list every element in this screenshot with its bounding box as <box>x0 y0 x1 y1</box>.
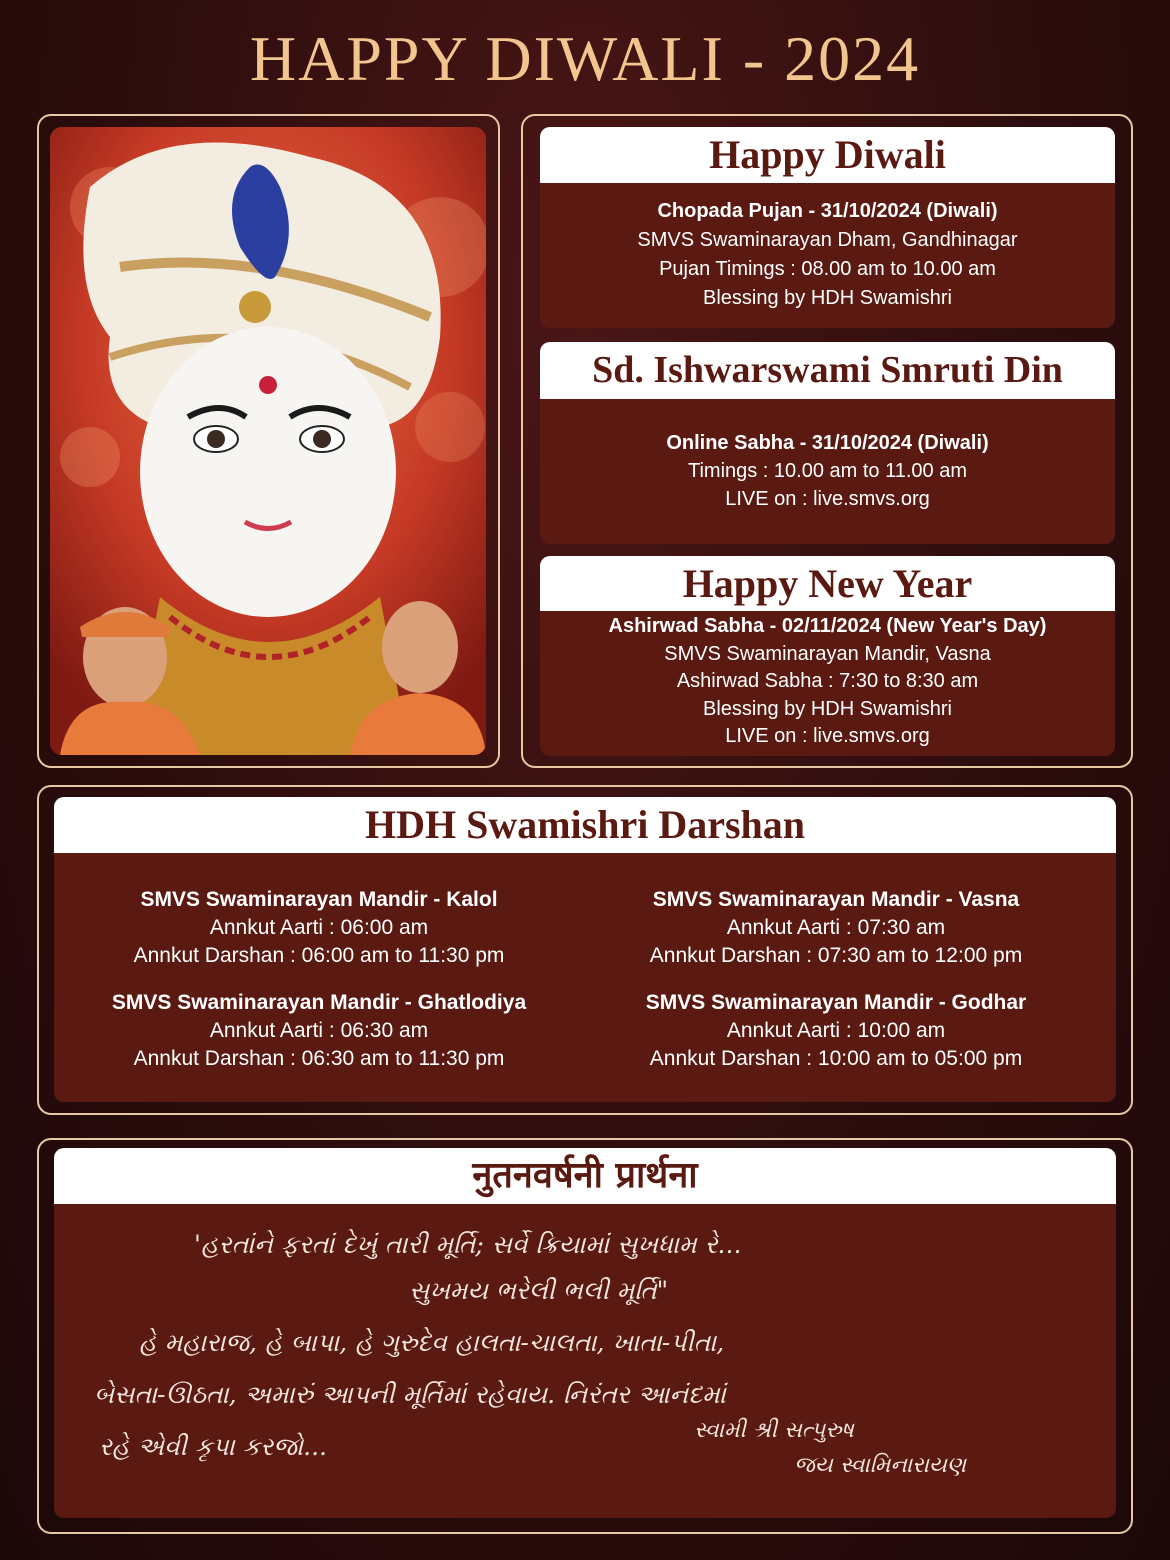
newyear-line: Blessing by HDH Swamishri <box>703 697 952 720</box>
diwali-line: Blessing by HDH Swamishri <box>703 287 952 309</box>
prayer-heading: नुतनवर्षनी प्रार्थना <box>54 1148 1116 1204</box>
diwali-heading: Happy Diwali <box>540 127 1115 183</box>
diwali-line: SMVS Swaminarayan Dham, Gandhinagar <box>637 229 1018 251</box>
deity-photo <box>50 127 486 755</box>
smruti-card <box>540 342 1115 544</box>
location-aarti: Annkut Aarti : 06:00 am <box>209 916 429 939</box>
newyear-line: Ashirwad Sabha : 7:30 to 8:30 am <box>676 670 979 692</box>
location-darshan: Annkut Darshan : 06:30 am to 11:30 pm <box>133 1047 505 1070</box>
location-aarti: Annkut Aarti : 07:30 am <box>726 916 946 939</box>
location-name: SMVS Swaminarayan Mandir - Kalol <box>140 888 498 911</box>
newyear-heading: Happy New Year <box>540 556 1115 611</box>
darshan-location <box>69 886 569 970</box>
diwali-line: Chopada Pujan - 31/10/2024 (Diwali) <box>657 200 998 222</box>
darshan-heading: HDH Swamishri Darshan <box>54 797 1116 853</box>
signature-line: જય સ્વામિનારાયણ <box>794 1453 967 1478</box>
darshan-location <box>586 886 1086 970</box>
smruti-heading: Sd. Ishwarswami Smruti Din <box>540 342 1115 399</box>
smruti-line: Online Sabha - 31/10/2024 (Diwali) <box>666 432 989 454</box>
newyear-line: SMVS Swaminarayan Mandir, Vasna <box>664 642 991 665</box>
location-darshan: Annkut Darshan : 06:00 am to 11:30 pm <box>133 944 505 967</box>
diwali-line: Pujan Timings : 08.00 am to 10.00 am <box>659 258 996 280</box>
page-title: HAPPY DIWALI - 2024 <box>249 23 921 94</box>
location-darshan: Annkut Darshan : 07:30 am to 12:00 pm <box>649 944 1023 967</box>
prayer-line: હે મહારાજ, હે બાપા, હે ગુરુદેવ હાલતા-ચાલતા, ખાતા-પીતા, <box>139 1328 725 1357</box>
prayer-line: રહે એવી કૃપા કરજો... <box>99 1432 327 1461</box>
location-name: SMVS Swaminarayan Mandir - Vasna <box>652 888 1020 911</box>
location-darshan: Annkut Darshan : 10:00 am to 05:00 pm <box>649 1047 1023 1070</box>
prayer-card <box>54 1148 1116 1518</box>
darshan-card <box>54 797 1116 1102</box>
signature-line: સ્વામી શ્રી સત્પુરુષ <box>694 1418 854 1443</box>
newyear-line: LIVE on : live.smvs.org <box>725 725 930 747</box>
prayer-line: 'હરતાંને ફરતાં દેખું તારી મૂર્તિ; સર્વે ક્રિયામાં સુખધામ રે... <box>194 1230 742 1259</box>
smruti-line: LIVE on : live.smvs.org <box>725 488 930 510</box>
prayer-line: બેસતા-ઊઠતા, અમારું આપની મૂર્તિમાં રહેવાય. નિરંતર આનંદમાં <box>94 1380 726 1409</box>
smruti-line: Timings : 10.00 am to 11.00 am <box>687 460 968 482</box>
location-aarti: Annkut Aarti : 06:30 am <box>209 1019 429 1042</box>
newyear-line: Ashirwad Sabha - 02/11/2024 (New Year's Day) <box>608 615 1047 637</box>
location-name: SMVS Swaminarayan Mandir - Godhar <box>645 991 1027 1014</box>
deity-illustration <box>50 127 486 755</box>
prayer-line: સુખમય ભરેલી ભલી મૂર્તિ" <box>409 1276 669 1305</box>
location-aarti: Annkut Aarti : 10:00 am <box>726 1019 946 1042</box>
diwali-card <box>540 127 1115 328</box>
location-name: SMVS Swaminarayan Mandir - Ghatlodiya <box>111 991 527 1014</box>
darshan-location <box>586 989 1086 1073</box>
darshan-location <box>69 989 569 1073</box>
newyear-card <box>540 556 1115 756</box>
